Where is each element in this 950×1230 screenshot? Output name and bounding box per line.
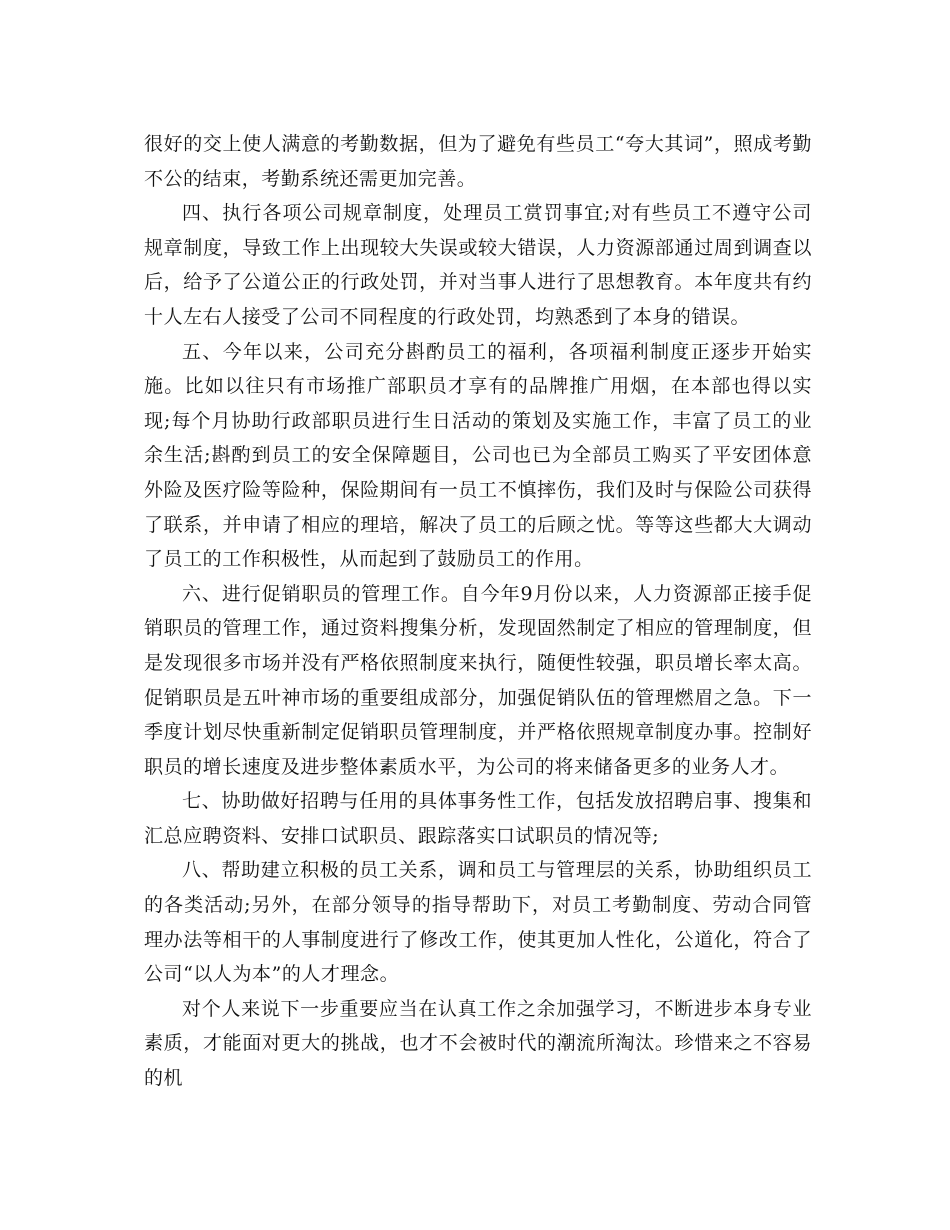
paragraph-section-five: 五、今年以来，公司充分斟酌员工的福利，各项福利制度正逐步开始实施。比如以往只有市场推广部职员才享有的品牌推广用烟，在本部也得以实现;每个月协助行政部职员进行生日活动的策划及实施工作，丰富了员工的业余生活;斟酌到员工的安全保障题目，公司也已为全部员工购买了平安团体意外险及医疗险等险种，保险期间有一员工不慎摔伤，我们及时与保险公司获得了联系，并申请了相应的理培，解决了员工的后顾之忧。等等这些都大大调动了员工的工作积极性，从而起到了鼓励员工的作用。 <box>144 340 812 571</box>
document-body <box>144 127 812 1096</box>
paragraph-section-six: 六、进行促销职员的管理工作。自今年9月份以来，人力资源部正接手促销职员的管理工作，通过资料搜集分析，发现固然制定了相应的管理制度，但是发现很多市场并没有严格依照制度来执行，随便性较强，职员增长率太高。促销职员是五叶神市场的重要组成部分，加强促销队伍的管理燃眉之急。下一季度计划尽快重新制定促销职员管理制度，并严格依照规章制度办事。控制好职员的增长速度及进步整体素质水平，为公司的将来储备更多的业务人才。 <box>144 582 812 778</box>
paragraph-personal-plan: 对个人来说下一步重要应当在认真工作之余加强学习，不断进步本身专业素质，才能面对更大的挑战，也才不会被时代的潮流所淘汰。珍惜来之不容易的机 <box>144 997 812 1090</box>
paragraph-section-four: 四、执行各项公司规章制度，处理员工赏罚事宜;对有些员工不遵守公司规章制度，导致工作上出现较大失误或较大错误，人力资源部通过周到调查以后，给予了公道公正的行政处罚，并对当事人进行了思想教育。本年度共有约十人左右人接受了公司不同程度的行政处罚，均熟悉到了本身的错误。 <box>144 202 812 328</box>
paragraph-section-eight: 八、帮助建立积极的员工关系，调和员工与管理层的关系，协助组织员工的各类活动;另外，在部分领导的指导帮助下，对员工考勤制度、劳动合同管理办法等相干的人事制度进行了修改工作，使其更加人性化，公道化，符合了公司“以人为本”的人才理念。 <box>144 859 812 986</box>
paragraph-section-seven: 七、协助做好招聘与任用的具体事务性工作，包括发放招聘启事、搜集和汇总应聘资料、安排口试职员、跟踪落实口试职员的情况等; <box>144 790 812 847</box>
paragraph-attendance-continuation: 很好的交上使人满意的考勤数据，但为了避免有些员工“夸大其词”，照成考勤不公的结束，考勤系统还需更加完善。 <box>144 133 812 190</box>
